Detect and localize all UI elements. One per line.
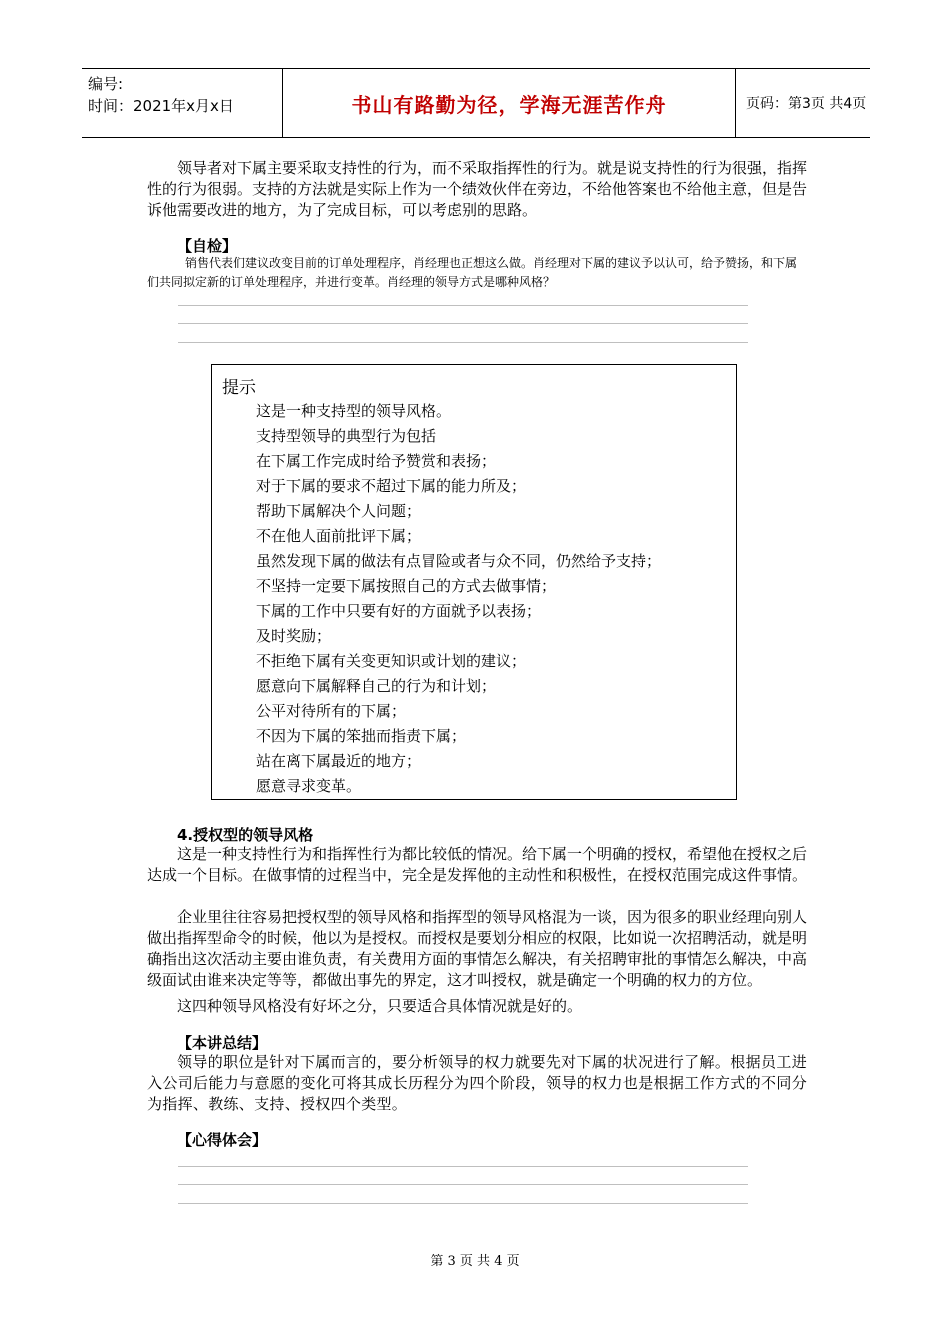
hint-item: 不坚持一定要下属按照自己的方式去做事情； — [256, 577, 557, 595]
self-check-heading: 【自检】 — [177, 237, 238, 255]
hint-item: 站在离下属最近的地方； — [256, 752, 422, 770]
hint-list — [256, 399, 661, 799]
reflection-line — [178, 1166, 748, 1167]
hint-box-title: 提示 — [222, 378, 256, 398]
hint-item: 公平对待所有的下属； — [256, 702, 407, 720]
hint-item: 愿意寻求变革。 — [256, 777, 362, 795]
header-meta-cell — [82, 69, 282, 137]
hint-item: 愿意向下属解释自己的行为和计划； — [256, 677, 497, 695]
hint-item: 及时奖励； — [256, 627, 332, 645]
hint-item: 不因为下属的笨拙而指责下属； — [256, 727, 467, 745]
header-motto: 书山有路勤为径，学海无涯苦作舟 — [351, 92, 667, 117]
hint-item: 对于下属的要求不超过下属的能力所及； — [256, 477, 527, 495]
answer-line — [178, 342, 748, 343]
summary-heading: 【本讲总结】 — [177, 1034, 268, 1052]
page-footer: 第 3 页 共 4 页 — [430, 1254, 520, 1269]
page-header — [82, 68, 870, 138]
self-check-question: 销售代表们建议改变目前的订单处理程序，肖经理也正想这么做。肖经理对下属的建议予以认可，给予赞扬，和下属们共同拟定新的订单处理程序，并进行变革。肖经理的领导方式是哪种风格？ — [147, 256, 798, 289]
answer-line — [178, 323, 748, 324]
section4-heading: 4.授权型的领导风格 — [177, 826, 314, 844]
document-number-label: 编号: — [88, 75, 124, 93]
hint-item: 不拒绝下属有关变更知识或计划的建议； — [256, 652, 527, 670]
hint-box — [211, 364, 737, 800]
document-date-label: 时间：2021年x月x日 — [88, 97, 234, 115]
hint-item: 不在他人面前批评下属； — [256, 527, 422, 545]
answer-line — [178, 305, 748, 306]
hint-item: 在下属工作完成时给予赞赏和表扬； — [256, 452, 497, 470]
section4-paragraph-3: 这四种领导风格没有好坏之分，只要适合具体情况就是好的。 — [177, 997, 583, 1015]
reflection-heading: 【心得体会】 — [177, 1131, 268, 1149]
reflection-line — [178, 1203, 748, 1204]
header-page-cell — [734, 69, 870, 137]
summary-text: 领导的职位是针对下属而言的，要分析领导的权力就要先对下属的状况进行了解。根据员工进入公司后能力与意愿的变化可将其成长历程分为四个阶段，领导的权力也是根据工作方式的不同分为指挥、教练、支持、授权四个类型。 — [147, 1053, 807, 1113]
section4-paragraph-2: 企业里往往容易把授权型的领导风格和指挥型的领导风格混为一谈，因为很多的职业经理向别人做出指挥型命令的时候，他以为是授权。而授权是要划分相应的权限，比如说一次招聘活动，就是明确指出这次活动主要由谁负责，有关费用方面的事情怎么解决，有关招聘审批的事情怎么解决，中高级面试由谁来决定等等，都做出事先的界定，这才叫授权，就是确定一个明确的权力的方位。 — [147, 908, 808, 989]
hint-item: 虽然发现下属的做法有点冒险或者与众不同，仍然给予支持； — [256, 552, 662, 570]
hint-item: 支持型领导的典型行为包括 — [256, 427, 437, 445]
hint-item: 帮助下属解决个人问题； — [256, 502, 422, 520]
intro-paragraph: 领导者对下属主要采取支持性的行为，而不采取指挥性的行为。就是说支持性的行为很强，指挥性的行为很弱。支持的方法就是实际上作为一个绩效伙伴在旁边，不给他答案也不给他主意，但是告诉他需要改进的地方，为了完成目标，可以考虑别的思路。 — [147, 159, 808, 219]
hint-item: 下属的工作中只要有好的方面就予以表扬； — [256, 602, 542, 620]
reflection-line — [178, 1184, 748, 1185]
header-motto-cell — [282, 69, 736, 137]
section4-paragraph-1: 这是一种支持性行为和指挥性行为都比较低的情况。给下属一个明确的授权，希望他在授权之后达成一个目标。在做事情的过程当中，完全是发挥他的主动性和积极性，在授权范围完成这件事情。 — [147, 845, 808, 884]
header-page-info: 页码：第3页 共4页 — [746, 96, 867, 112]
hint-item: 这是一种支持型的领导风格。 — [256, 402, 452, 420]
